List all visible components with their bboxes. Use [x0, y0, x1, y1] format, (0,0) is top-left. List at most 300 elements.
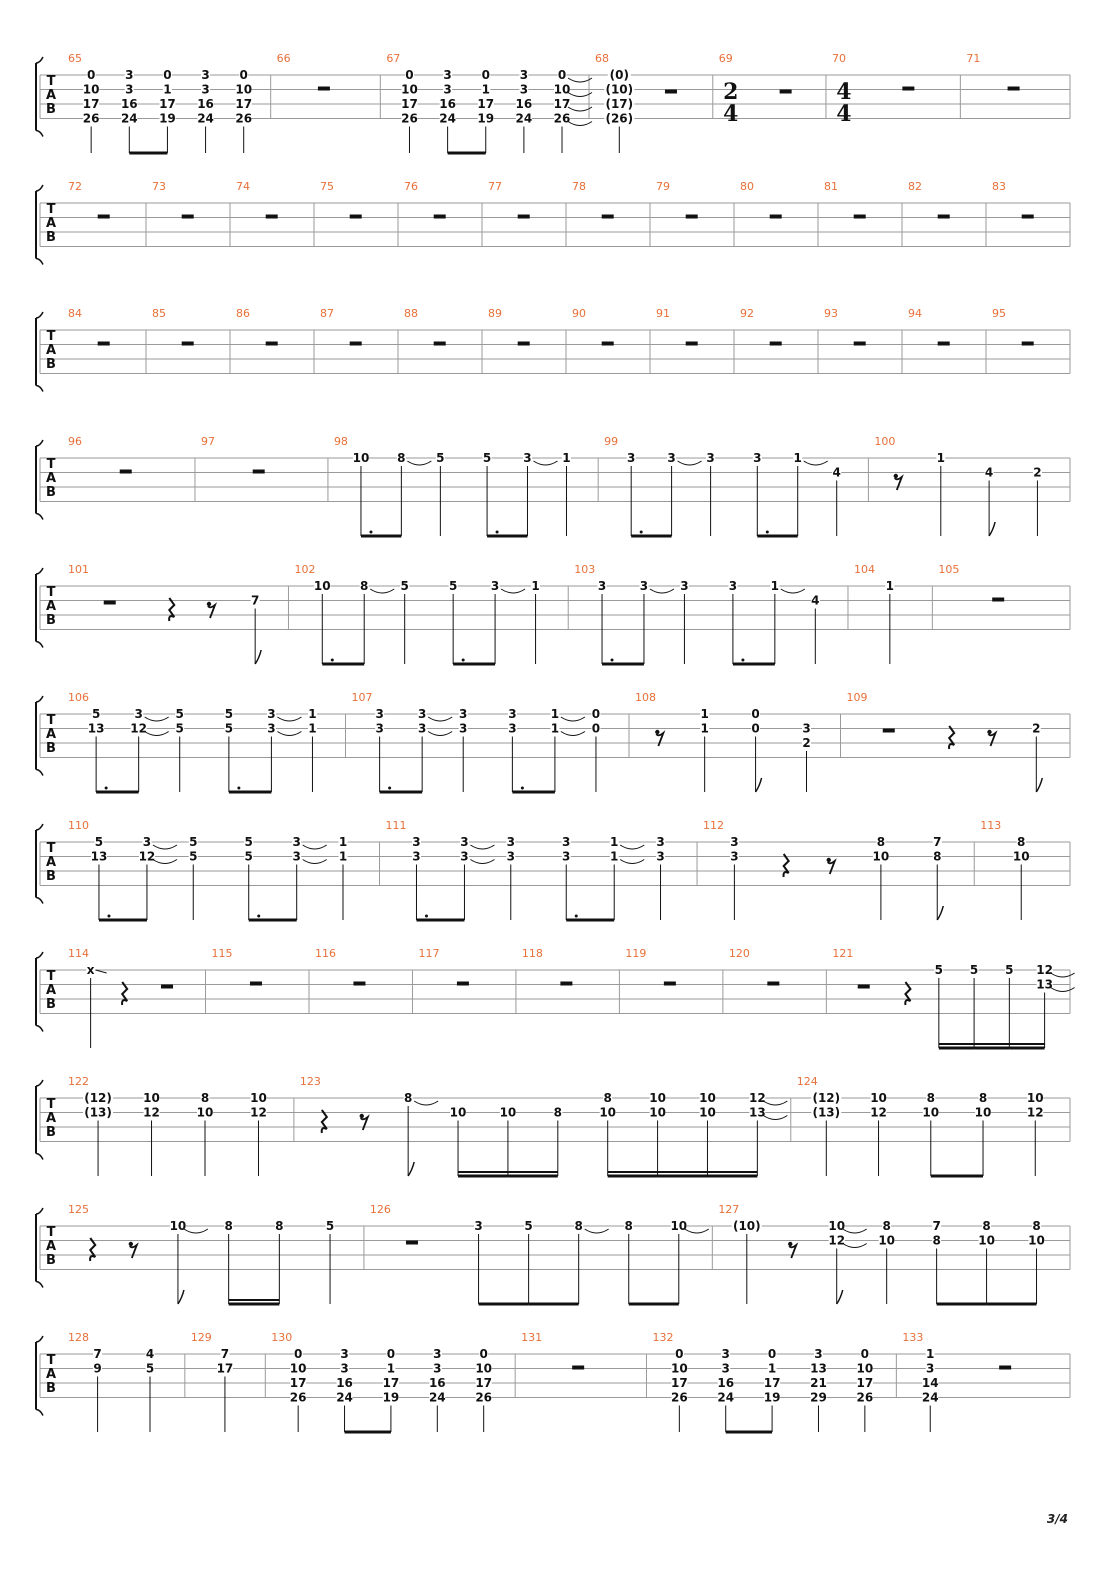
fret-number: 3	[460, 849, 469, 864]
fret-number: 19	[382, 1390, 400, 1405]
fret-number: (10)	[732, 1219, 761, 1233]
fret-number: 12	[138, 849, 156, 864]
eighth-rest-dot	[788, 1242, 792, 1246]
fret-number: 1	[550, 721, 560, 736]
tab-clef-letter: T	[46, 585, 56, 600]
bar-number: 99	[604, 435, 619, 448]
fret-number: 9	[93, 1361, 102, 1376]
bar-89	[488, 307, 566, 374]
fret-number: 17	[763, 1376, 781, 1390]
fret-number: 3	[802, 721, 811, 736]
fret-number: 3	[656, 835, 665, 849]
tab-system	[36, 691, 1070, 792]
tie-arc	[303, 860, 327, 864]
fret-number: (10)	[605, 82, 634, 97]
tie-arc	[370, 589, 394, 593]
bar-number: 94	[908, 307, 922, 320]
whole-rest	[434, 215, 446, 219]
whole-rest	[938, 342, 950, 346]
bar-131	[521, 1331, 646, 1398]
fret-number: 3	[267, 721, 276, 736]
bar-number: 100	[874, 435, 896, 448]
bar-104	[854, 563, 932, 664]
bar-number: 128	[68, 1331, 89, 1344]
fret-number: 3	[201, 82, 210, 97]
fret-number: 5	[189, 835, 198, 849]
fret-number: 10	[553, 82, 571, 97]
fret-number: 1	[767, 1361, 777, 1376]
fret-number: 29	[810, 1390, 827, 1405]
fret-number: 8	[926, 1091, 935, 1105]
tab-clef-letter: A	[45, 1239, 57, 1254]
fret-number: 5	[448, 579, 458, 593]
half-rest	[406, 1241, 418, 1245]
bar-65	[68, 52, 271, 153]
tie-arc	[414, 1101, 438, 1105]
whole-rest	[457, 982, 469, 986]
tab-clef-letter: T	[46, 969, 56, 984]
fret-number: 5	[400, 579, 409, 593]
fret-number: 1	[926, 1347, 935, 1361]
tie-arc	[763, 1101, 787, 1105]
bar-95	[992, 307, 1070, 374]
fret-number: 3	[134, 707, 143, 721]
time-signature-top: 2	[723, 79, 739, 105]
whole-rest	[770, 342, 782, 346]
fret-number: 3	[433, 1347, 442, 1361]
bar-119	[625, 947, 722, 1014]
fret-number: 5	[94, 835, 104, 849]
fret-number: 10	[289, 1361, 307, 1376]
fret-number: 3	[721, 1361, 730, 1376]
bar-66	[277, 52, 381, 119]
whole-rest	[992, 598, 1004, 602]
bar-number: 121	[832, 947, 854, 960]
fret-number: 7	[932, 1219, 941, 1233]
bar-87	[320, 307, 398, 374]
eighth-rest-dot	[987, 730, 991, 734]
fret-number: 3	[627, 451, 636, 465]
half-rest	[780, 90, 792, 94]
fret-number: 8	[224, 1219, 233, 1233]
fret-number: 10	[599, 1105, 617, 1120]
fret-number: 13	[1036, 977, 1053, 992]
bar-number: 102	[294, 563, 316, 576]
fret-number: 3	[459, 707, 468, 721]
rhythm-dot	[741, 659, 744, 662]
fret-number: 3	[753, 451, 762, 465]
fret-number: 8	[876, 835, 886, 849]
bar-number: 111	[385, 819, 407, 832]
bar-number: 85	[152, 307, 166, 320]
quarter-rest	[949, 726, 954, 749]
tie-arc	[781, 589, 805, 593]
whole-rest	[560, 982, 572, 986]
half-rest	[161, 985, 173, 989]
whole-rest	[266, 342, 278, 346]
tab-clef-letter: B	[46, 102, 56, 117]
fret-number: 17	[82, 97, 100, 111]
fret-number: 13	[90, 849, 108, 864]
fret-number: 24	[717, 1390, 735, 1405]
fret-number: 1	[562, 451, 571, 465]
bar-130	[271, 1331, 515, 1432]
fret-number: 12	[870, 1105, 887, 1120]
whole-rest	[434, 342, 446, 346]
bar-number: 122	[68, 1075, 89, 1088]
fret-number: 3	[417, 721, 427, 736]
tab-clef-letter: T	[46, 1097, 56, 1112]
fret-number: 1	[550, 707, 560, 721]
tie-arc	[843, 1244, 867, 1248]
fret-number: 10	[1012, 849, 1030, 864]
bar-number: 104	[853, 563, 875, 576]
fret-number: 8	[933, 849, 942, 864]
fret-number: 1	[338, 835, 348, 849]
eighth-rest-dot	[207, 602, 211, 606]
tie-arc	[620, 845, 644, 849]
note-flag	[178, 1290, 184, 1304]
bar-99	[604, 435, 868, 536]
quarter-rest	[784, 854, 789, 877]
fret-number: 21	[810, 1376, 827, 1390]
fret-number: 2	[802, 736, 811, 750]
tab-clef-letter: A	[45, 471, 57, 486]
bar-114	[68, 947, 206, 1048]
fret-number: 1	[700, 707, 709, 721]
fret-number: 5	[175, 721, 184, 736]
fret-number: (13)	[812, 1105, 841, 1120]
fret-number: 10	[670, 1219, 688, 1233]
fret-number: 24	[197, 111, 214, 126]
fret-number: 3	[523, 451, 532, 465]
whole-rest	[350, 342, 362, 346]
fret-number: 0	[163, 68, 172, 82]
fret-number: 16	[428, 1376, 446, 1390]
tab-clef-letter: A	[45, 983, 57, 998]
whole-rest	[854, 342, 866, 346]
fret-number: 0	[386, 1347, 396, 1361]
bar-121	[832, 947, 1074, 1048]
fret-number: 12	[749, 1091, 766, 1105]
bar-128	[68, 1331, 185, 1432]
fret-number: (12)	[812, 1091, 841, 1105]
whole-rest	[1008, 87, 1020, 91]
fret-number: 10	[670, 1361, 688, 1376]
whole-rest	[999, 1366, 1011, 1370]
whole-rest	[253, 470, 265, 474]
whole-rest	[572, 1366, 584, 1370]
tie-arc	[678, 461, 702, 465]
bar-115	[212, 947, 309, 1014]
rhythm-dot	[331, 659, 334, 662]
tab-clef-letter: A	[45, 727, 57, 742]
fret-number: 8	[553, 1105, 562, 1120]
bar-number: 120	[728, 947, 750, 960]
fret-number: 5	[436, 451, 445, 465]
fret-number: 5	[224, 721, 234, 736]
fret-number: 3	[656, 849, 665, 864]
bar-84	[68, 307, 146, 374]
tab-clef-letter: A	[45, 343, 57, 358]
fret-number: 5	[969, 963, 979, 977]
fret-number: 8	[624, 1219, 633, 1233]
fret-number: 3	[508, 721, 517, 736]
bar-74	[236, 180, 314, 247]
fret-number: 8	[275, 1219, 284, 1233]
bar-88	[404, 307, 482, 374]
fret-number: 17	[553, 97, 571, 111]
bar-117	[418, 947, 515, 1014]
fret-number: 3	[814, 1347, 823, 1361]
bar-76	[404, 180, 482, 247]
rhythm-dot	[369, 531, 372, 534]
fret-number: 12	[250, 1105, 267, 1120]
note-flag	[937, 906, 943, 920]
fret-number: 0	[239, 68, 248, 82]
tie-arc	[568, 107, 592, 111]
rhythm-dot	[496, 531, 499, 534]
tie-arc	[145, 717, 169, 721]
tab-clef-letter: B	[46, 485, 56, 500]
tie-arc	[277, 732, 301, 736]
fret-number: 5	[1005, 963, 1014, 977]
bar-number: 118	[521, 947, 543, 960]
fret-number: 10	[699, 1105, 716, 1120]
bar-number: 124	[796, 1075, 818, 1088]
fret-number: 10	[878, 1233, 896, 1248]
rhythm-dot	[257, 915, 260, 918]
time-signature-top: 4	[836, 79, 852, 105]
bar-129	[191, 1331, 265, 1432]
fret-number: 3	[443, 68, 452, 82]
tab-system	[36, 307, 1070, 392]
fret-number: 3	[412, 835, 421, 849]
fret-number: 17	[477, 97, 495, 111]
fret-number: (13)	[84, 1105, 112, 1120]
rhythm-dot	[237, 787, 240, 790]
whole-rest	[353, 982, 365, 986]
tab-clef-letter: B	[46, 1125, 56, 1140]
whole-rest	[182, 215, 194, 219]
tab-clef-letter: T	[46, 841, 56, 856]
fret-number: 5	[524, 1219, 533, 1233]
fret-number: 16	[439, 97, 456, 111]
note-flag	[989, 522, 995, 536]
bar-number: 112	[703, 819, 725, 832]
fret-number: 12	[1026, 1105, 1044, 1120]
fret-number: 10	[649, 1091, 666, 1105]
bar-79	[656, 180, 734, 247]
fret-number: 2	[1033, 465, 1042, 480]
fret-number: 14	[921, 1376, 939, 1390]
bar-number: 130	[271, 1331, 293, 1344]
bar-number: 107	[351, 691, 373, 704]
note-flag	[1036, 778, 1042, 792]
fret-number: 3	[292, 835, 301, 849]
fret-number: 0	[481, 68, 490, 82]
whole-rest	[686, 342, 698, 346]
whole-rest	[938, 215, 950, 219]
bar-91	[656, 307, 734, 374]
fret-number: 3	[506, 849, 515, 864]
tab-clef-letter: T	[46, 1353, 56, 1368]
tie-arc	[501, 589, 525, 593]
fret-number: 17	[401, 97, 418, 111]
whole-rest	[318, 87, 330, 91]
bar-107	[352, 691, 630, 792]
fret-number: 12	[1036, 963, 1053, 977]
fret-number: (0)	[609, 68, 629, 82]
tab-clef-letter: A	[45, 855, 57, 870]
tab-clef-letter: B	[46, 869, 56, 884]
tie-arc	[1051, 988, 1075, 992]
fret-number: 3	[730, 849, 739, 864]
bar-number: 116	[314, 947, 336, 960]
fret-number: 26	[670, 1390, 688, 1405]
bar-number: 71	[966, 52, 981, 65]
bar-90	[572, 307, 650, 374]
fret-number: 1	[163, 82, 172, 97]
tie-arc	[153, 860, 177, 864]
bar-number: 87	[320, 307, 334, 320]
fret-number: 17	[382, 1376, 400, 1390]
bar-number: 68	[594, 52, 609, 65]
tab-clef-letter: T	[46, 457, 56, 472]
fret-number: 1	[481, 82, 490, 97]
bar-number: 119	[625, 947, 647, 960]
tab-clef-letter: B	[46, 613, 56, 628]
whole-rest	[902, 87, 914, 91]
fret-number: 10	[169, 1219, 187, 1233]
whole-rest	[250, 982, 262, 986]
fret-number: 0	[293, 1347, 303, 1361]
bar-125	[68, 1203, 364, 1304]
fret-number: 13	[87, 721, 105, 736]
fret-number: (17)	[605, 97, 634, 111]
bar-number: 84	[68, 307, 82, 320]
rhythm-dot	[105, 787, 108, 790]
fret-number: 0	[557, 68, 567, 82]
eighth-rest-dot	[894, 474, 898, 478]
fret-number: 19	[159, 111, 176, 126]
eighth-rest-dot	[360, 1114, 364, 1118]
fret-number: 10	[250, 1091, 267, 1105]
fret-number: 17	[289, 1376, 307, 1390]
rhythm-dot	[462, 659, 465, 662]
tab-clef-letter: T	[46, 74, 56, 89]
fret-number: 10	[872, 849, 890, 864]
note-flag	[756, 778, 762, 792]
fret-number: 10	[499, 1105, 517, 1120]
tab-clef-letter: T	[46, 713, 56, 728]
fret-number: 3	[474, 1219, 483, 1233]
note-flag	[837, 1290, 843, 1304]
tab-clef-letter: B	[46, 741, 56, 756]
bar-81	[824, 180, 902, 247]
fret-number: (26)	[605, 111, 634, 126]
bar-number: 126	[369, 1203, 391, 1216]
bar-82	[908, 180, 986, 247]
bar-73	[152, 180, 230, 247]
fret-number: 8	[982, 1219, 991, 1233]
tie-arc	[650, 589, 674, 593]
fret-number: 10	[649, 1105, 666, 1120]
tab-system	[36, 180, 1070, 265]
fret-number: 5	[934, 963, 944, 977]
fret-number: 4	[811, 593, 820, 608]
fret-number: 10	[699, 1091, 716, 1105]
bar-102	[294, 563, 568, 664]
fret-number: x	[86, 963, 95, 977]
bar-number: 108	[635, 691, 656, 704]
fret-number: 3	[508, 707, 517, 721]
bar-122	[68, 1075, 294, 1176]
tab-clef-letter: T	[46, 202, 56, 217]
tie-arc	[470, 845, 494, 849]
fret-number: 10	[974, 1105, 992, 1120]
whole-rest	[1022, 215, 1034, 219]
bar-number: 90	[572, 307, 586, 320]
fret-number: 24	[120, 111, 138, 126]
fret-number: 24	[515, 111, 533, 126]
quarter-rest	[90, 1238, 95, 1261]
tie-arc	[277, 717, 301, 721]
fret-number: 3	[340, 1347, 349, 1361]
fret-number: 10	[475, 1361, 493, 1376]
fret-number: 1	[308, 721, 317, 736]
bar-132	[652, 1331, 896, 1432]
fret-number: 3	[459, 721, 468, 736]
fret-number: 0	[675, 1347, 684, 1361]
fret-number: 5	[91, 707, 101, 721]
whole-rest	[664, 982, 676, 986]
fret-number: 3	[142, 835, 152, 849]
tab-clef-letter: A	[45, 1111, 57, 1126]
fret-number: 17	[216, 1361, 234, 1376]
fret-number: 24	[336, 1390, 353, 1405]
tie-arc	[428, 732, 452, 736]
bar-number: 132	[652, 1331, 674, 1344]
fret-number: 0	[405, 68, 414, 82]
fret-number: 4	[832, 465, 841, 480]
bar-number: 105	[938, 563, 960, 576]
fret-number: 10	[313, 579, 331, 593]
fret-number: 3	[680, 579, 689, 593]
bar-number: 110	[68, 819, 89, 832]
bar-83	[992, 180, 1070, 247]
fret-number: 10	[828, 1219, 846, 1233]
bar-number: 131	[521, 1331, 543, 1344]
tab-system	[36, 435, 1070, 536]
fret-number: 3	[412, 849, 421, 864]
bar-71	[966, 52, 1070, 119]
bar-number: 73	[152, 180, 166, 193]
whole-rest	[770, 215, 782, 219]
tab-clef-letter: A	[45, 1367, 57, 1382]
bar-number: 115	[211, 947, 233, 960]
eighth-rest-dot	[827, 858, 831, 862]
bar-number: 127	[718, 1203, 740, 1216]
tab-clef-letter: B	[46, 230, 56, 245]
time-signature-bottom: 4	[836, 101, 852, 127]
tie-arc	[428, 717, 452, 721]
fret-number: 1	[386, 1361, 396, 1376]
quarter-rest	[122, 982, 127, 1005]
bar-number: 129	[190, 1331, 212, 1344]
fret-number: 1	[793, 451, 802, 465]
fret-number: 7	[250, 593, 260, 608]
